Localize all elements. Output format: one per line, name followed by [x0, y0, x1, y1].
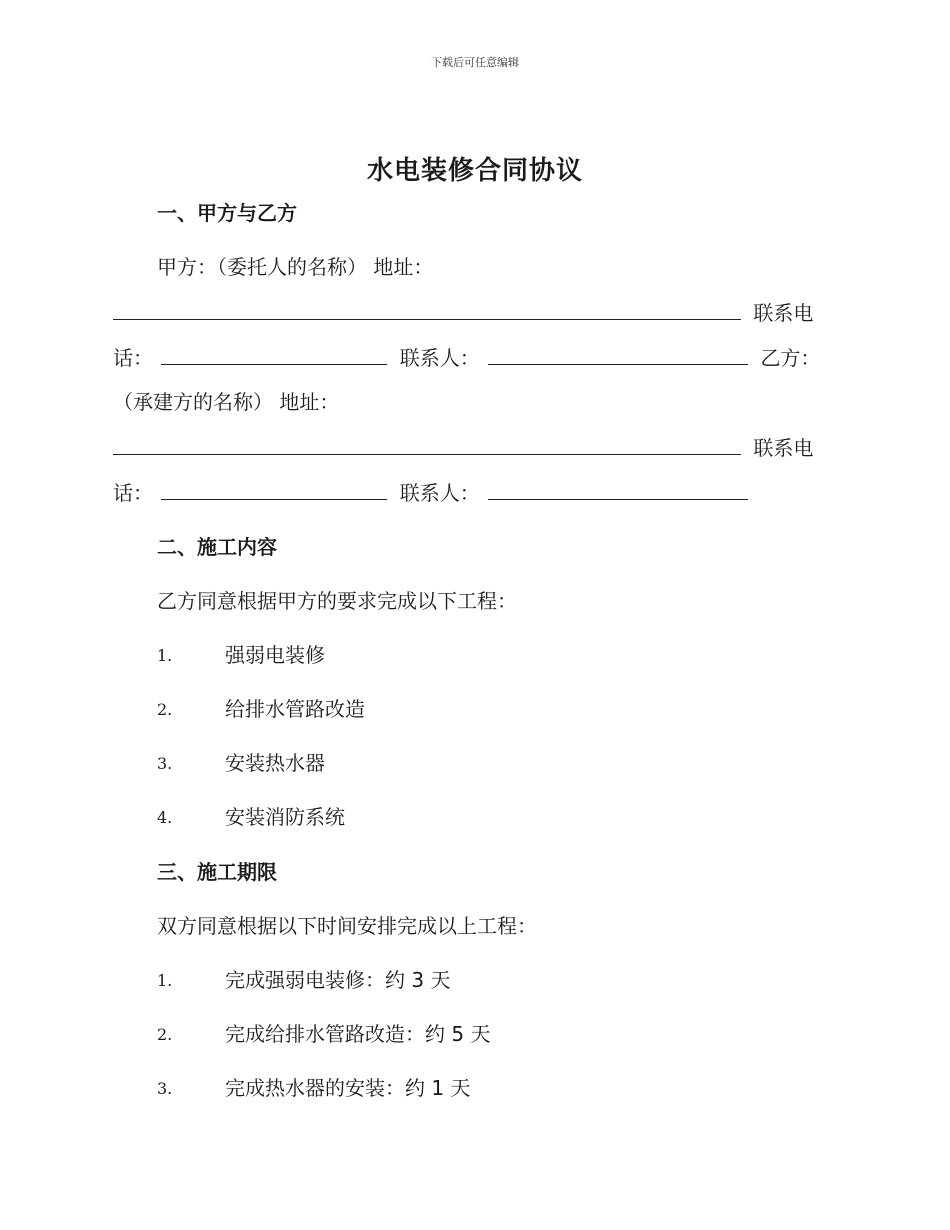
section2-intro: 乙方同意根据甲方的要求完成以下工程：: [157, 589, 517, 613]
section3-item-text: 完成热水器的安装：约 1 天: [225, 1076, 471, 1100]
party-a-address-row: [113, 299, 813, 326]
section3-heading: 三、施工期限: [157, 860, 277, 884]
party-b-phone-blank: [161, 479, 387, 500]
contact-phone-lead-a: 联系电: [753, 301, 814, 325]
party-a-phone-blank: [161, 344, 387, 365]
party-b-phone-row: [113, 479, 748, 506]
section1-heading: 一、甲方与乙方: [157, 201, 297, 225]
party-a-address-blank: [113, 299, 741, 320]
document-title: 水电装修合同协议: [366, 156, 583, 186]
section3-item-number: 1.: [157, 971, 173, 990]
contact-label-b: 联系人：: [399, 481, 480, 505]
section2-item-number: 4.: [157, 808, 173, 827]
party-b-label: 乙方：: [760, 346, 821, 370]
section2-item-text: 安装消防系统: [225, 805, 345, 829]
section3-item-text: 完成给排水管路改造：约 5 天: [225, 1022, 491, 1046]
section2-item-text: 给排水管路改造: [225, 697, 365, 721]
party-b-address-row: [113, 434, 813, 461]
party-b-address-blank: [113, 434, 741, 455]
header-note: 下载后可任意编辑: [431, 56, 519, 69]
party-b-contact-blank: [488, 479, 748, 500]
section2-item-text: 强弱电装修: [225, 643, 325, 667]
section3-intro: 双方同意根据以下时间安排完成以上工程：: [157, 914, 537, 938]
section2-item-number: 1.: [157, 646, 173, 665]
phone-label-a: 话：: [113, 346, 153, 370]
section2-item-number: 2.: [157, 700, 173, 719]
section2-heading: 二、施工内容: [157, 535, 277, 559]
section3-item-number: 2.: [157, 1025, 173, 1044]
phone-label-b: 话：: [113, 481, 153, 505]
party-a-contact-blank: [488, 344, 748, 365]
party-b-line: （承建方的名称） 地址：: [113, 390, 340, 414]
party-a-phone-row: [113, 344, 820, 371]
section2-item-text: 安装热水器: [225, 751, 325, 775]
party-a-line: 甲方：（委托人的名称） 地址：: [157, 255, 434, 279]
section2-item-number: 3.: [157, 754, 173, 773]
section3-item-text: 完成强弱电装修：约 3 天: [225, 968, 451, 992]
section3-item-number: 3.: [157, 1079, 173, 1098]
contact-label-a: 联系人：: [399, 346, 480, 370]
contact-phone-lead-b: 联系电: [753, 436, 814, 460]
